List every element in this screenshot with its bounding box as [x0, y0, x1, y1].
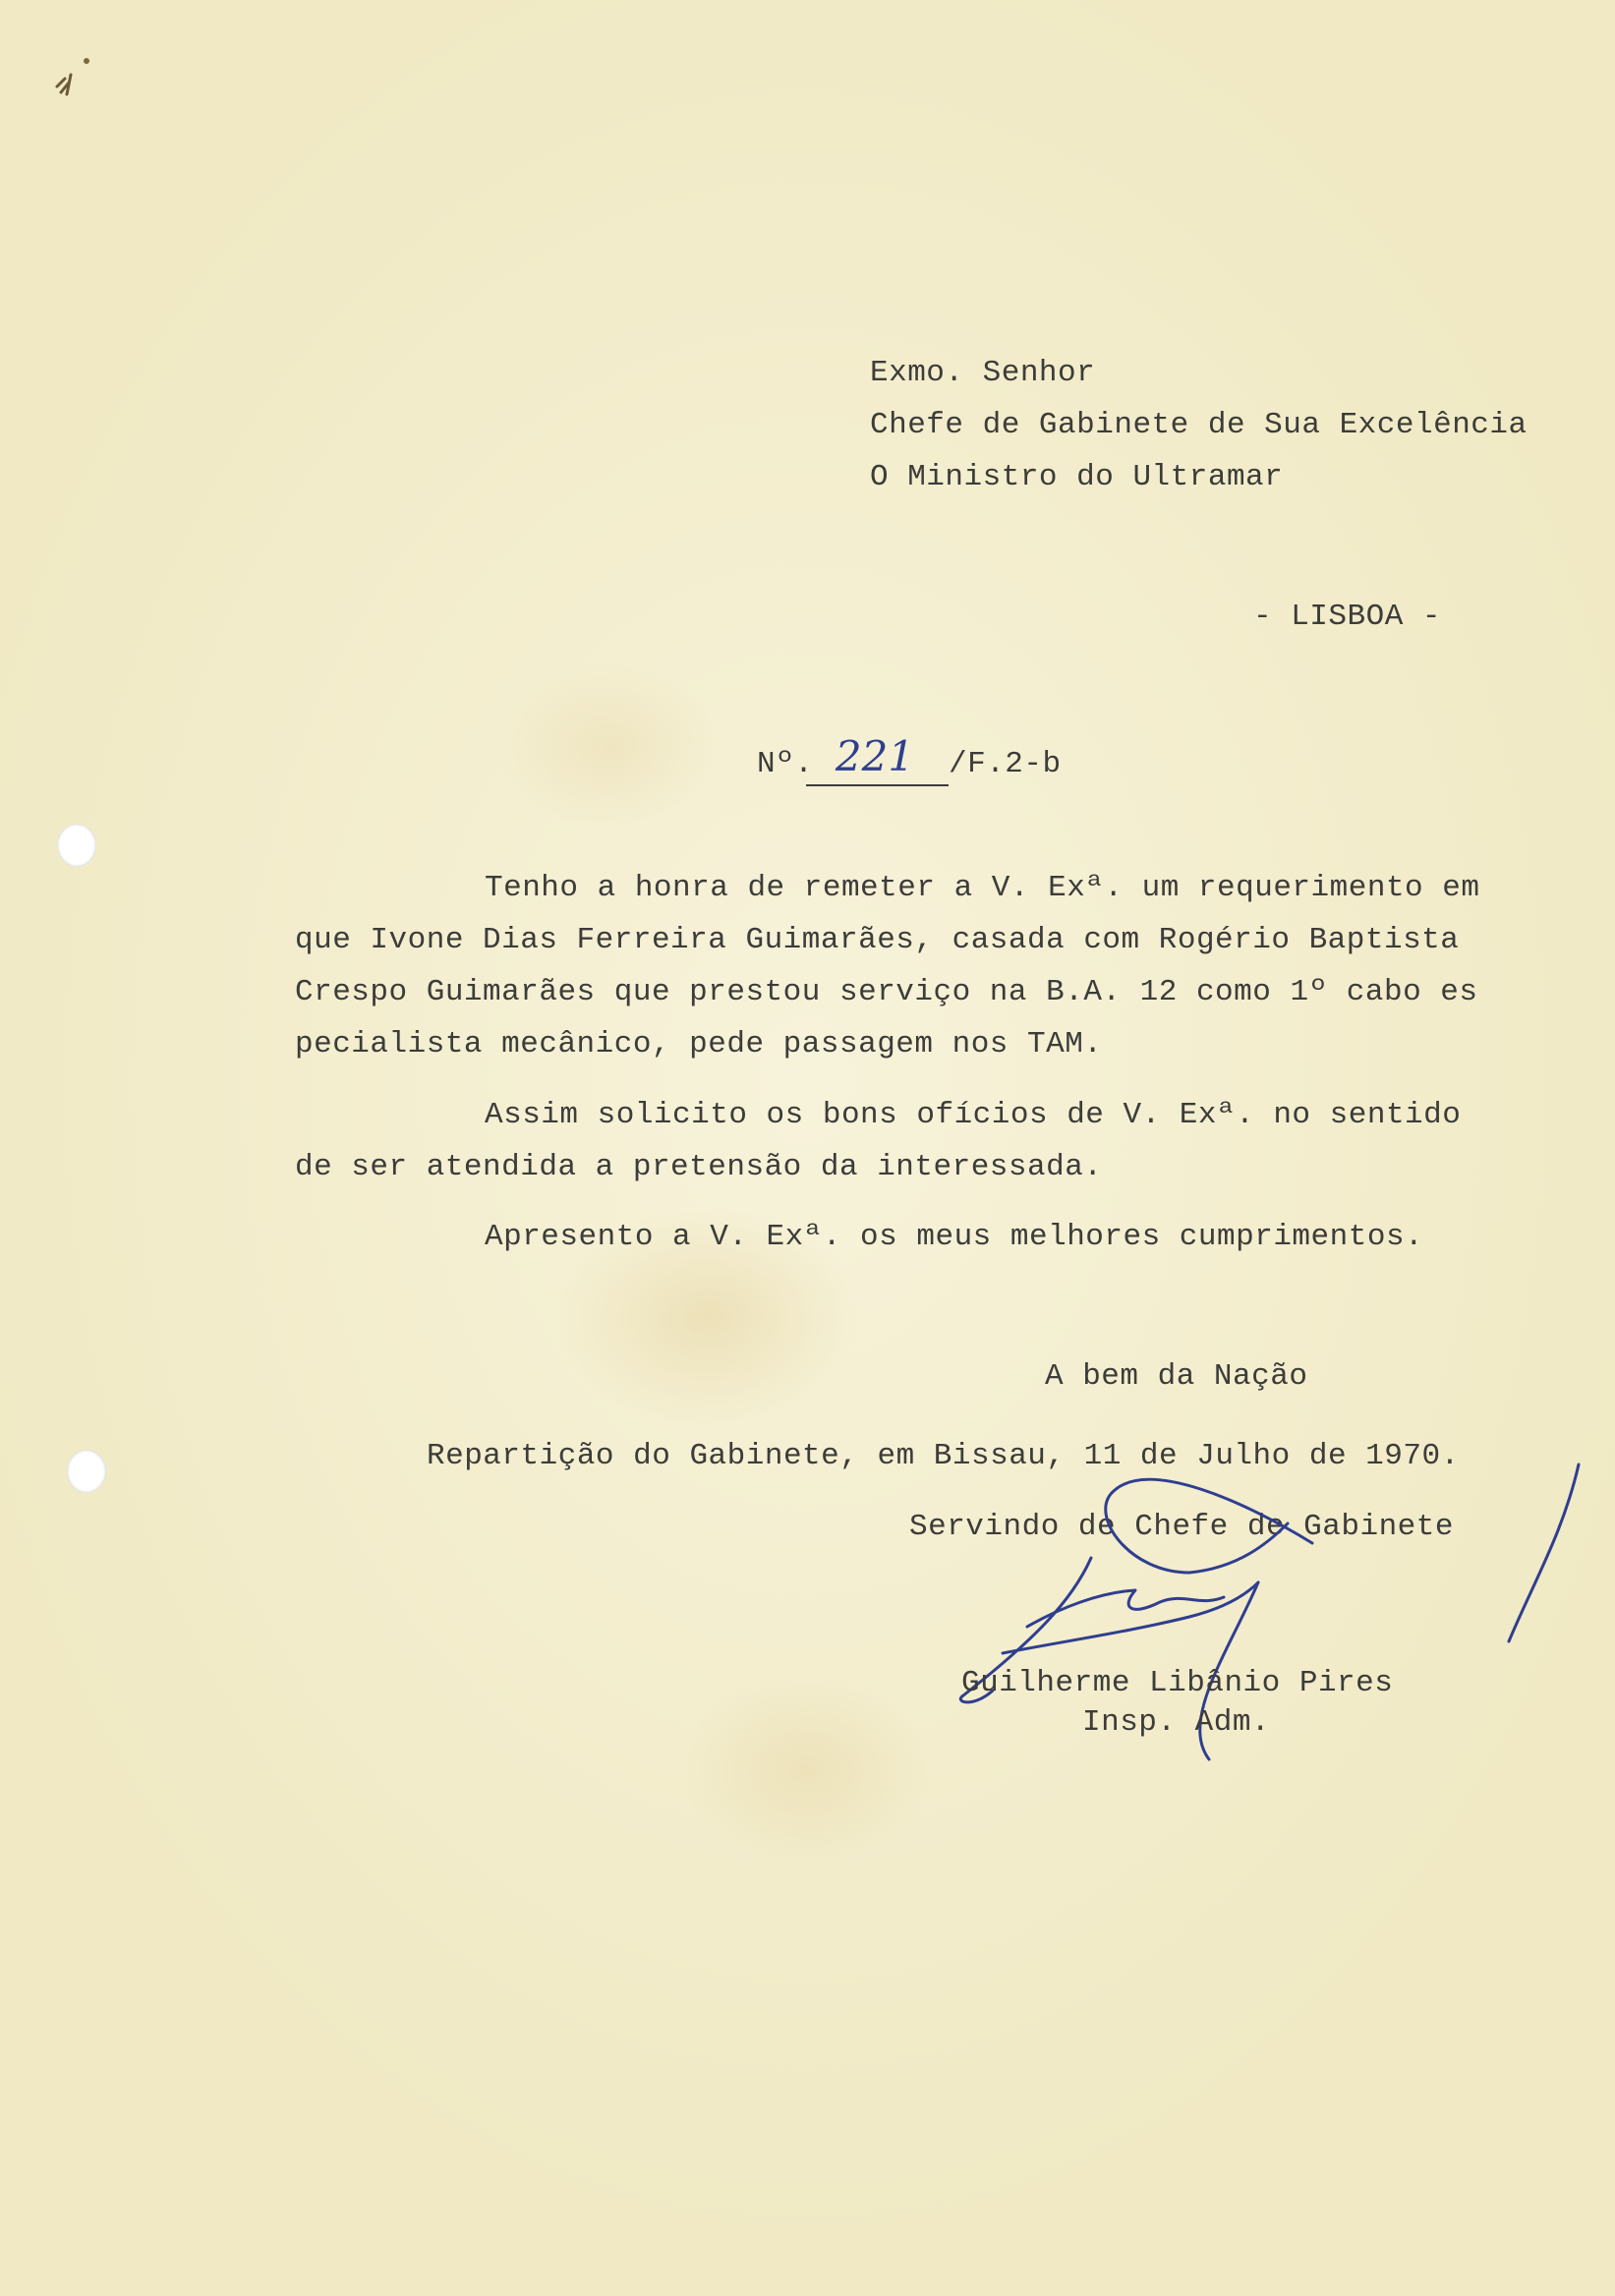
body-p1-line-4: pecialista mecânico, pede passagem nos TAM. [295, 1027, 1103, 1062]
addressee-line-1: Exmo. Senhor [870, 356, 1096, 390]
addressee-line-2: Chefe de Gabinete de Sua Excelência [870, 408, 1528, 442]
body-p1-line-1: Tenho a honra de remeter a V. Exª. um requerimento em [485, 871, 1480, 905]
closing-place-date: Repartição do Gabinete, em Bissau, 11 de Julho de 1970. [427, 1439, 1460, 1473]
corner-mark-icon [47, 49, 96, 118]
punch-hole-top [57, 824, 96, 867]
signer-title: Insp. Adm. [1082, 1705, 1271, 1740]
body-p1-line-2: que Ivone Dias Ferreira Guimarães, casada com Rogério Baptista [295, 923, 1460, 957]
addressee-city: - LISBOA - [1253, 600, 1442, 634]
reference-suffix: /F.2-b [949, 747, 1062, 781]
reference-prefix: Nº. [757, 747, 814, 781]
body-p3-line-1: Apresento a V. Exª. os meus melhores cumprimentos. [485, 1220, 1424, 1254]
punch-hole-bottom [67, 1450, 106, 1493]
body-p2-line-1: Assim solicito os bons ofícios de V. Exª. no sentido [485, 1098, 1462, 1132]
reference-underline [806, 784, 949, 786]
closing-role: Servindo de Chefe de Gabinete [909, 1510, 1454, 1544]
signer-name: Guilherme Libânio Pires [961, 1666, 1394, 1700]
closing-salutation: A bem da Nação [1045, 1359, 1308, 1394]
reference-number: 221 [835, 732, 915, 780]
body-p1-line-3: Crespo Guimarães que prestou serviço na B.A. 12 como 1º cabo es [295, 975, 1478, 1009]
addressee-line-3: O Ministro do Ultramar [870, 460, 1284, 494]
body-p2-line-2: de ser atendida a pretensão da interessada. [295, 1150, 1103, 1184]
